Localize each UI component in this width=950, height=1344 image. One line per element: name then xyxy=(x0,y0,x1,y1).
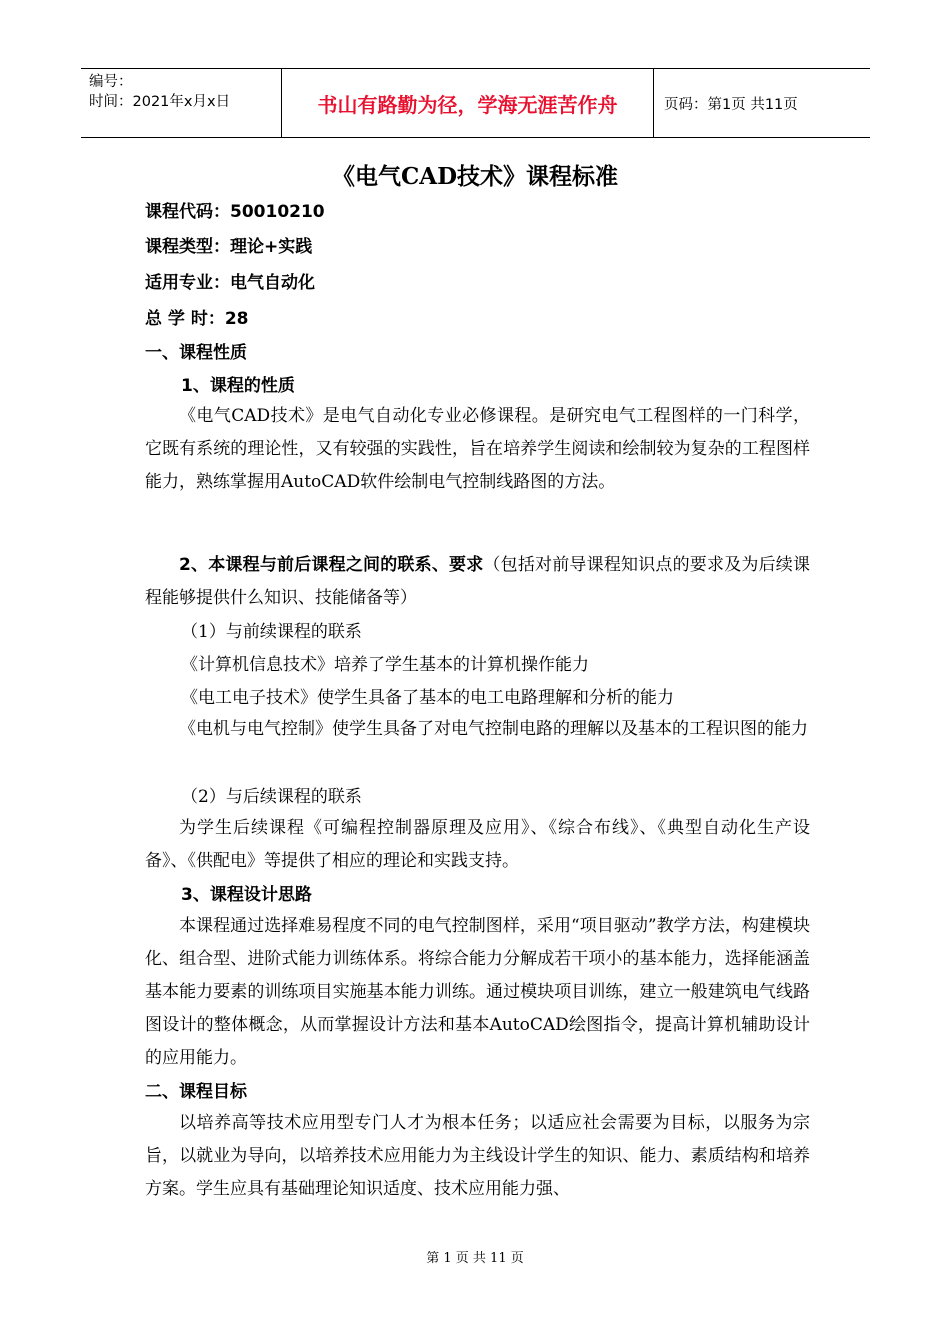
later-courses-heading: （2）与后续课程的联系 xyxy=(181,787,362,807)
course-type: 课程类型：理论+实践 xyxy=(145,237,313,257)
page-header xyxy=(81,68,870,138)
course-code: 课程代码：50010210 xyxy=(145,202,325,222)
course-major: 适用专业：电气自动化 xyxy=(145,273,315,293)
subsection-1-2 xyxy=(145,549,810,615)
document-title: 《电气CAD技术》课程标准 xyxy=(331,163,619,190)
subsection-1-1-heading: 1、课程的性质 xyxy=(181,376,295,396)
subsection-1-3-heading: 3、课程设计思路 xyxy=(181,885,312,905)
page-footer: 第 1 页 共 11 页 xyxy=(426,1251,524,1266)
course-hours: 总 学 时：28 xyxy=(145,309,249,329)
subsection-1-2-heading: 2、本课程与前后课程之间的联系、要求 xyxy=(179,555,484,575)
header-number: 编号： xyxy=(89,74,133,90)
paragraph-course-goals: 以培养高等技术应用型专门人才为根本任务；以适应社会需要为目标，以服务为宗旨，以就业为导向，以培养技术应用能力为主线设计学生的知识、能力、素质结构和培养方案。学生应具有基础理论知识适度、技术应用能力强、 xyxy=(145,1113,810,1199)
header-motto: 书山有路勤为径，学海无涯苦作舟 xyxy=(282,69,654,137)
section-2-heading: 二、课程目标 xyxy=(145,1082,247,1102)
header-time: 时间：2021年x月x日 xyxy=(89,94,231,110)
header-page-info: 页码：第1页 共11页 xyxy=(664,96,798,113)
paragraph-design-idea: 本课程通过选择难易程度不同的电气控制图样，采用“项目驱动”教学方法，构建模块化、组合型、进阶式能力训练体系。将综合能力分解成若干项小的基本能力，选择能涵盖基本能力要素的训练项目实施基本能力训练。通过模块项目训练，建立一般建筑电气线路图设计的整体概念，从而掌握设计方法和基本AutoCAD绘图指令，提高计算机辅助设计的应用能力。 xyxy=(145,916,810,1068)
paragraph-course-nature: 《电气CAD技术》是电气自动化专业必修课程。是研究电气工程图样的一门科学，它既有系统的理论性，又有较强的实践性，旨在培养学生阅读和绘制较为复杂的工程图样能力，熟练掌握用AutoCAD软件绘制电气控制线路图的方法。 xyxy=(145,406,810,492)
prior-courses-heading: （1）与前续课程的联系 xyxy=(181,622,362,642)
section-1-heading: 一、课程性质 xyxy=(145,343,247,363)
later-courses-paragraph: 为学生后续课程《可编程控制器原理及应用》、《综合布线》、《典型自动化生产设备》、《供配电》等提供了相应的理论和实践支持。 xyxy=(145,818,810,871)
prior-course-2: 《电工电子技术》使学生具备了基本的电工电路理解和分析的能力 xyxy=(181,688,674,708)
subsection-1-2-note: （包括对前导课程知识点的要求及为后续课程能够提供什么知识、技能储备等） xyxy=(145,555,811,608)
header-meta xyxy=(81,69,282,137)
prior-course-3: 《电机与电气控制》使学生具备了对电气控制电路的理解以及基本的工程识图的能力 xyxy=(179,719,808,739)
prior-course-1: 《计算机信息技术》培养了学生基本的计算机操作能力 xyxy=(181,655,589,675)
